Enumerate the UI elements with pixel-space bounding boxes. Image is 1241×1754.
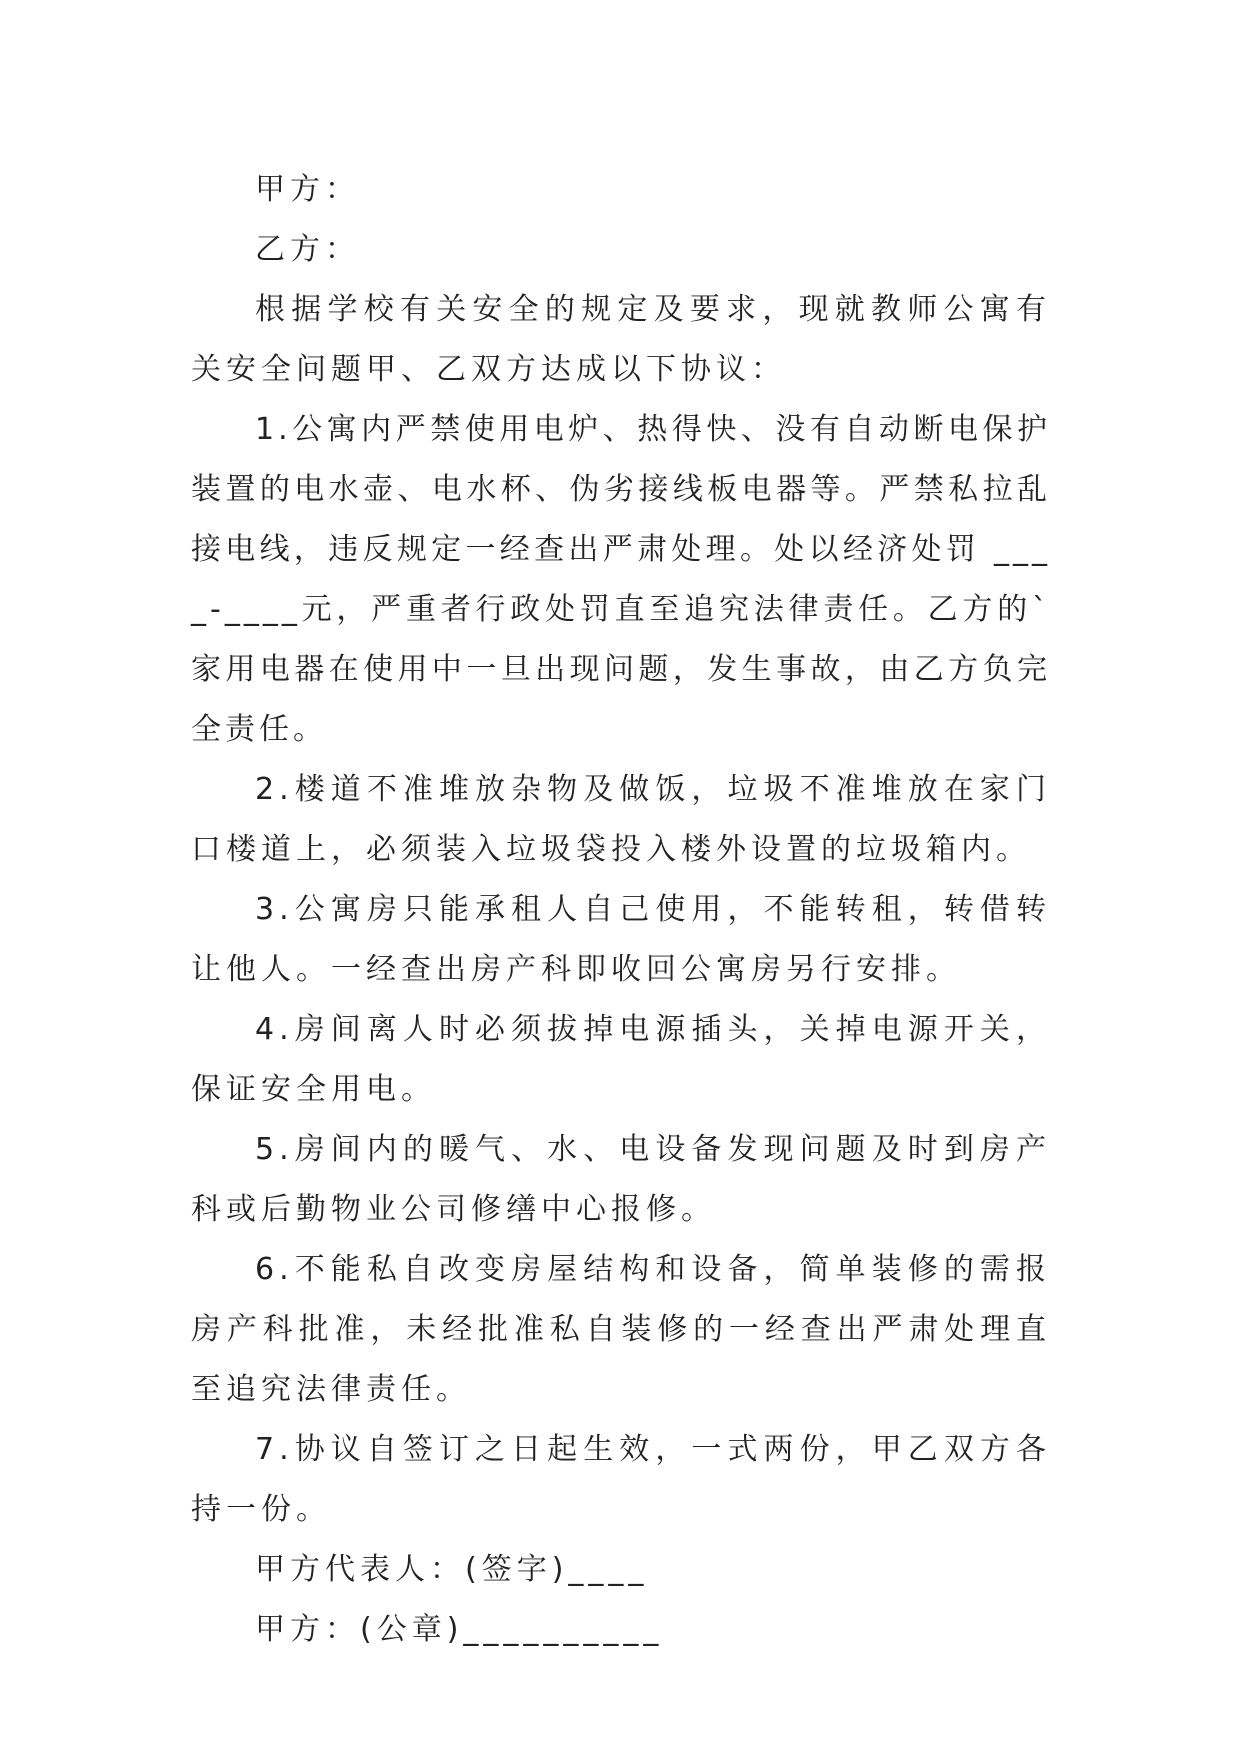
party-a-seal: 甲方：(公章)__________ [255, 1612, 664, 1647]
document-body [191, 160, 1051, 1660]
party-b-line: 乙方： [255, 232, 360, 267]
clause-2: 2.楼道不准堆放杂物及做饭，垃圾不准堆放在家门口楼道上，必须装入垃圾袋投入楼外设置的垃圾箱内。 [191, 772, 1051, 867]
intro-paragraph: 根据学校有关安全的规定及要求，现就教师公寓有关安全问题甲、乙双方达成以下协议： [191, 292, 1051, 387]
clause-5: 5.房间内的暖气、水、电设备发现问题及时到房产科或后勤物业公司修缮中心报修。 [191, 1132, 1051, 1227]
party-a-representative-signature: 甲方代表人：(签字)____ [255, 1552, 649, 1587]
clause-6: 6.不能私自改变房屋结构和设备，简单装修的需报房产科批准，未经批准私自装修的一经查出严肃处理直至追究法律责任。 [191, 1252, 1051, 1407]
party-a-line: 甲方： [255, 172, 360, 207]
clause-4: 4.房间离人时必须拔掉电源插头，关掉电源开关，保证安全用电。 [191, 1012, 1051, 1107]
clause-1: 1.公寓内严禁使用电炉、热得快、没有自动断电保护装置的电水壶、电水杯、伪劣接线板电器等。严禁私拉乱接电线，违反规定一经查出严肃处理。处以经济处罚 ____-____元，严重者行政处罚直至追究法律责任。乙方的`家用电器在使用中一旦出现问题，发生事故，由乙方负完全责任。 [191, 412, 1051, 747]
clause-3: 3.公寓房只能承租人自己使用，不能转租，转借转让他人。一经查出房产科即收回公寓房另行安排。 [191, 892, 1051, 987]
clause-7: 7.协议自签订之日起生效，一式两份，甲乙双方各持一份。 [191, 1432, 1051, 1527]
